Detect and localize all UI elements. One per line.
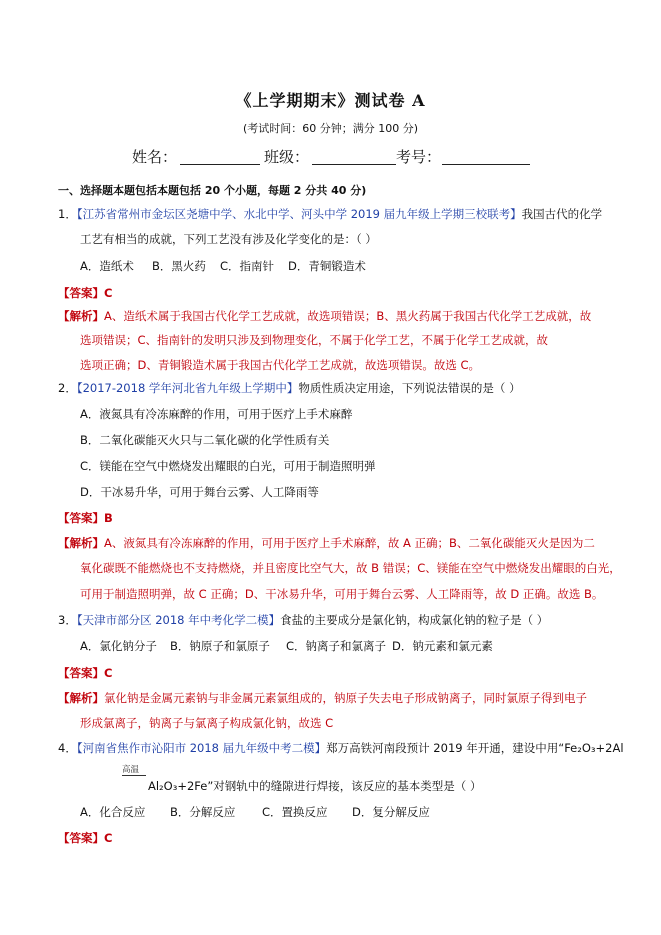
question-number: 4． — [58, 741, 77, 755]
question-1-line-2: 工艺有相当的成就，下列工艺没有涉及化学变化的是：（ ） — [80, 232, 377, 246]
option-c: C．钠离子和氯离子 — [286, 639, 387, 653]
question-3-line-1: 3．【天津市部分区 2018 年中考化学二模】食盐的主要成分是氯化钠，构成氯化钠的粒子是（ ） — [58, 613, 549, 627]
answer-value: C — [104, 286, 113, 300]
explanation-line-3: 选项正确；D、青铜锻造术属于我国古代化学工艺成就，故选项错误。故选 C。 — [80, 358, 481, 372]
explanation-line-2: 选项错误；C、指南针的发明只涉及到物理变化，不属于化学工艺，不属于化学工艺成就，故 — [80, 333, 549, 347]
class-blank — [312, 164, 396, 165]
question-number: 3． — [58, 613, 77, 627]
option-d: D．青铜锻造术 — [288, 259, 366, 273]
option-d: D．干冰易升华，可用于舞台云雾、人工降雨等 — [80, 485, 319, 499]
option-a: A．造纸术 — [80, 259, 134, 273]
explanation-line-1: 【解析】氯化钠是金属元素钠与非金属元素氯组成的，钠原子失去电子形成钠离子，同时氯原子得到电子 — [58, 691, 587, 705]
answer-line: 【答案】B — [58, 511, 113, 525]
question-1-line-1: 1．【江苏省常州市金坛区尧塘中学、水北中学、河头中学 2019 届九年级上学期三校联考】我国古代的化学 — [58, 207, 603, 221]
question-2-line-1: 2．【2017-2018 学年河北省九年级上学期中】物质性质决定用途，下列说法错误的是（ ） — [58, 381, 521, 395]
question-source: 2017-2018 学年河北省九年级上学期中 — [82, 381, 287, 395]
answer-value: C — [104, 831, 113, 845]
option-b: B．钠原子和氯原子 — [170, 639, 270, 653]
question-source: 河南省焦作市沁阳市 2018 届九年级中考二模 — [82, 741, 315, 755]
question-4-line-2: Al₂O₃+2Fe”对钢轨中的缝隙进行焊接，该反应的基本类型是（ ） — [148, 779, 482, 793]
option-d: D．复分解反应 — [352, 805, 430, 819]
section-heading: 一、选择题本题包括本题包括 20 个小题，每题 2 分共 40 分) — [58, 184, 367, 197]
exam-no-blank — [442, 164, 530, 165]
answer-line: 【答案】C — [58, 831, 113, 845]
answer-line: 【答案】C — [58, 666, 113, 680]
question-4-line-1: 4．【河南省焦作市沁阳市 2018 届九年级中考二模】郑万高铁河南段预计 2019 年开通，建设中用“Fe₂O₃+2Al — [58, 741, 624, 755]
question-stem: 郑万高铁河南段预计 2019 年开通，建设中用“Fe₂O₃+2Al — [326, 741, 624, 755]
answer-value: B — [104, 511, 113, 525]
option-a: A．化合反应 — [80, 805, 146, 819]
question-stem: 食盐的主要成分是氯化钠，构成氯化钠的粒子是（ ） — [280, 613, 549, 627]
name-blank — [180, 164, 260, 165]
option-c: C．指南针 — [220, 259, 275, 273]
question-stem: 我国古代的化学 — [521, 207, 603, 221]
option-b: B．分解反应 — [170, 805, 236, 819]
question-source: 江苏省常州市金坛区尧塘中学、水北中学、河头中学 2019 届九年级上学期三校联考 — [82, 207, 511, 221]
explanation-line-2: 形成氯离子，钠离子与氯离子构成氯化钠，故选 C — [80, 716, 334, 730]
question-stem: 物质性质决定用途，下列说法错误的是（ ） — [298, 381, 521, 395]
page-title: 《上学期期末》测试卷 A — [235, 91, 426, 110]
option-c: C．置换反应 — [262, 805, 328, 819]
class-label: 班级： — [264, 148, 310, 166]
answer-value: C — [104, 666, 113, 680]
option-b: B．二氧化碳能灭火只与二氧化碳的化学性质有关 — [80, 433, 330, 447]
question-number: 1． — [58, 207, 77, 221]
exam-time-info: (考试时间：60 分钟；满分 100 分) — [242, 122, 419, 135]
explanation-line-3: 可用于制造照明弹，故 C 正确；D、干冰易升华，可用于舞台云雾、人工降雨等，故 D 正确。故选 B。 — [80, 587, 604, 601]
name-label: 姓名： — [132, 148, 178, 166]
explanation-line-2: 氧化碳既不能燃烧也不支持燃烧，并且密度比空气大，故 B 错误；C、镁能在空气中燃烧发出耀眼的白光， — [80, 561, 621, 575]
option-b: B．黑火药 — [152, 259, 206, 273]
explanation-line-1: 【解析】A、造纸术属于我国古代化学工艺成就，故选项错误；B、黑火药属于我国古代化学工艺成就，故 — [58, 309, 592, 323]
explanation-line-1: 【解析】A、液氮具有冷冻麻醉的作用，可用于医疗上手术麻醉，故 A 正确；B、二氧化碳能灭火是因为二 — [58, 536, 595, 550]
option-d: D．钠元素和氯元素 — [392, 639, 493, 653]
question-source: 天津市部分区 2018 年中考化学二模 — [82, 613, 269, 627]
question-number: 2． — [58, 381, 77, 395]
option-c: C．镁能在空气中燃烧发出耀眼的白光，可用于制造照明弹 — [80, 459, 376, 473]
exam-no-label: 考号： — [396, 148, 442, 166]
reaction-condition: 高温 — [122, 766, 146, 776]
option-a: A．氯化钠分子 — [80, 639, 157, 653]
option-a: A．液氮具有冷冻麻醉的作用，可用于医疗上手术麻醉 — [80, 407, 353, 421]
student-info-row — [132, 146, 552, 170]
answer-line: 【答案】C — [58, 286, 113, 300]
